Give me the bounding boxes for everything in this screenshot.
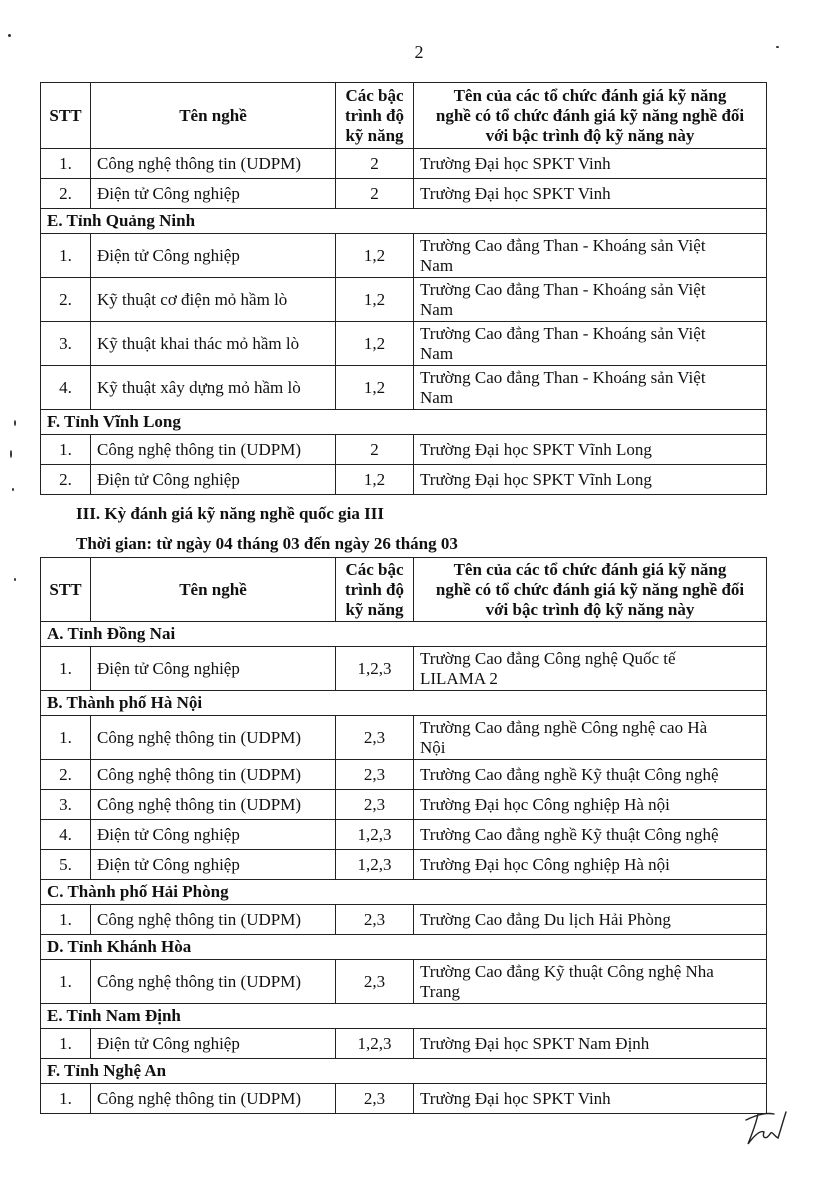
org-line2: LILAMA 2	[420, 668, 498, 688]
table-row	[41, 905, 767, 935]
cell-stt: 3.	[41, 790, 91, 820]
cell-organization	[414, 278, 767, 322]
cell-stt: 1.	[41, 905, 91, 935]
table-row	[41, 278, 767, 322]
cell-levels: 2	[336, 435, 414, 465]
header-levels-line3: kỹ năng	[345, 599, 404, 619]
org-line2: Nam	[420, 343, 454, 363]
section-label: A. Tỉnh Đồng Nai	[41, 622, 767, 647]
section-row	[41, 691, 767, 716]
cell-levels: 1,2,3	[336, 1029, 414, 1059]
table-row	[41, 1084, 767, 1114]
org-line1: Trường Cao đẳng Than - Khoáng sản Việt	[420, 323, 706, 343]
cell-occupation: Công nghệ thông tin (UDPM)	[91, 149, 336, 179]
cell-stt: 2.	[41, 760, 91, 790]
header-occupation: Tên nghề	[91, 558, 336, 622]
section-iii-title: III. Kỳ đánh giá kỹ năng nghề quốc gia III	[76, 504, 385, 523]
org-line2: Nam	[420, 299, 454, 319]
table-header-row	[41, 558, 767, 622]
header-org-line1: Tên của các tổ chức đánh giá kỹ năng	[453, 85, 727, 105]
table-row	[41, 850, 767, 880]
signature-mark	[740, 1106, 788, 1148]
cell-levels: 2	[336, 149, 414, 179]
org-line2: Nội	[420, 737, 446, 757]
cell-stt: 1.	[41, 1029, 91, 1059]
cell-levels: 1,2,3	[336, 820, 414, 850]
table-row	[41, 179, 767, 209]
section-row	[41, 1004, 767, 1029]
org-line2: Nam	[420, 255, 454, 275]
org-line1: Trường Cao đẳng Công nghệ Quốc tế	[420, 648, 676, 668]
header-stt: STT	[41, 83, 91, 149]
cell-organization	[414, 322, 767, 366]
header-org-line3: với bậc trình độ kỹ năng này	[485, 125, 695, 145]
table-national-assessment-ii-continued	[40, 82, 767, 495]
cell-levels: 2,3	[336, 790, 414, 820]
org-line1: Trường Cao đẳng nghề Công nghệ cao Hà	[420, 717, 708, 737]
org-line2: Nam	[420, 387, 454, 407]
cell-occupation: Điện tử Công nghiệp	[91, 647, 336, 691]
cell-stt: 1.	[41, 435, 91, 465]
cell-stt: 4.	[41, 366, 91, 410]
cell-organization	[414, 234, 767, 278]
org-line1: Trường Cao đẳng Than - Khoáng sản Việt	[420, 279, 706, 299]
table-row	[41, 322, 767, 366]
header-levels-line1: Các bậc	[345, 559, 404, 579]
header-org-line1: Tên của các tổ chức đánh giá kỹ năng	[453, 559, 727, 579]
header-skill-levels	[336, 558, 414, 622]
scan-speck	[776, 46, 779, 48]
header-org-line2: nghề có tổ chức đánh giá kỹ năng nghề đối	[435, 105, 745, 125]
cell-levels: 1,2	[336, 465, 414, 495]
cell-organization: Trường Đại học SPKT Nam Định	[414, 1029, 767, 1059]
table-row	[41, 465, 767, 495]
section-row	[41, 410, 767, 435]
cell-levels: 2,3	[336, 760, 414, 790]
section-row	[41, 1059, 767, 1084]
cell-stt: 1.	[41, 149, 91, 179]
cell-stt: 1.	[41, 647, 91, 691]
cell-levels: 1,2,3	[336, 850, 414, 880]
org-line1: Trường Cao đẳng Than - Khoáng sản Việt	[420, 367, 706, 387]
table-row	[41, 960, 767, 1004]
header-organization	[414, 558, 767, 622]
table-row	[41, 647, 767, 691]
cell-organization: Trường Đại học SPKT Vinh	[414, 179, 767, 209]
cell-levels: 1,2	[336, 322, 414, 366]
cell-levels: 1,2,3	[336, 647, 414, 691]
cell-levels: 2,3	[336, 1084, 414, 1114]
scan-speck	[14, 578, 16, 581]
table-row	[41, 790, 767, 820]
cell-stt: 1.	[41, 960, 91, 1004]
section-label: E. Tỉnh Nam Định	[41, 1004, 767, 1029]
header-levels-line2: trình độ	[344, 105, 405, 125]
section-label: F. Tỉnh Nghệ An	[41, 1059, 767, 1084]
cell-organization: Trường Cao đẳng nghề Kỹ thuật Công nghệ	[414, 820, 767, 850]
table-row	[41, 435, 767, 465]
table-national-assessment-iii	[40, 557, 767, 1114]
cell-organization	[414, 366, 767, 410]
cell-occupation: Điện tử Công nghiệp	[91, 820, 336, 850]
header-levels-line1: Các bậc	[345, 85, 404, 105]
cell-occupation: Công nghệ thông tin (UDPM)	[91, 905, 336, 935]
cell-levels: 2,3	[336, 716, 414, 760]
cell-levels: 2,3	[336, 960, 414, 1004]
cell-organization	[414, 716, 767, 760]
table-row	[41, 149, 767, 179]
header-occupation: Tên nghề	[91, 83, 336, 149]
cell-occupation: Công nghệ thông tin (UDPM)	[91, 1084, 336, 1114]
cell-organization	[414, 647, 767, 691]
cell-occupation: Công nghệ thông tin (UDPM)	[91, 760, 336, 790]
org-line1: Trường Cao đẳng Than - Khoáng sản Việt	[420, 235, 706, 255]
cell-organization: Trường Cao đẳng Du lịch Hải Phòng	[414, 905, 767, 935]
scan-speck	[12, 488, 14, 491]
cell-stt: 1.	[41, 716, 91, 760]
scan-speck	[10, 450, 12, 458]
cell-organization: Trường Đại học Công nghiệp Hà nội	[414, 790, 767, 820]
section-label: F. Tỉnh Vĩnh Long	[41, 410, 767, 435]
header-organization	[414, 83, 767, 149]
table-header-row	[41, 83, 767, 149]
org-line2: Trang	[420, 981, 460, 1001]
cell-occupation: Kỹ thuật xây dựng mỏ hầm lò	[91, 366, 336, 410]
table-row	[41, 234, 767, 278]
cell-organization: Trường Đại học Công nghiệp Hà nội	[414, 850, 767, 880]
cell-levels: 2,3	[336, 905, 414, 935]
section-row	[41, 622, 767, 647]
cell-organization: Trường Đại học SPKT Vĩnh Long	[414, 435, 767, 465]
cell-stt: 3.	[41, 322, 91, 366]
cell-stt: 4.	[41, 820, 91, 850]
cell-occupation: Điện tử Công nghiệp	[91, 1029, 336, 1059]
cell-organization: Trường Đại học SPKT Vinh	[414, 1084, 767, 1114]
cell-occupation: Kỹ thuật cơ điện mỏ hầm lò	[91, 278, 336, 322]
cell-organization: Trường Đại học SPKT Vinh	[414, 149, 767, 179]
scan-speck	[8, 34, 11, 37]
header-skill-levels	[336, 83, 414, 149]
section-row	[41, 209, 767, 234]
header-org-line2: nghề có tổ chức đánh giá kỹ năng nghề đối	[435, 579, 745, 599]
section-iii-time: Thời gian: từ ngày 04 tháng 03 đến ngày 26 tháng 03	[76, 534, 458, 553]
table-row	[41, 366, 767, 410]
header-levels-line2: trình độ	[344, 579, 405, 599]
section-label: B. Thành phố Hà Nội	[41, 691, 767, 716]
cell-occupation: Điện tử Công nghiệp	[91, 234, 336, 278]
cell-stt: 2.	[41, 465, 91, 495]
section-label: E. Tỉnh Quảng Ninh	[41, 209, 767, 234]
cell-occupation: Công nghệ thông tin (UDPM)	[91, 790, 336, 820]
section-label: C. Thành phố Hải Phòng	[41, 880, 767, 905]
table-row	[41, 716, 767, 760]
table-row	[41, 1029, 767, 1059]
cell-occupation: Điện tử Công nghiệp	[91, 465, 336, 495]
cell-occupation: Điện tử Công nghiệp	[91, 179, 336, 209]
table-row	[41, 820, 767, 850]
section-row	[41, 880, 767, 905]
table-row	[41, 760, 767, 790]
section-row	[41, 935, 767, 960]
cell-occupation: Điện tử Công nghiệp	[91, 850, 336, 880]
cell-occupation: Công nghệ thông tin (UDPM)	[91, 960, 336, 1004]
cell-organization: Trường Đại học SPKT Vĩnh Long	[414, 465, 767, 495]
section-label: D. Tỉnh Khánh Hòa	[41, 935, 767, 960]
cell-organization: Trường Cao đẳng nghề Kỹ thuật Công nghệ	[414, 760, 767, 790]
header-org-line3: với bậc trình độ kỹ năng này	[485, 599, 695, 619]
header-stt: STT	[41, 558, 91, 622]
cell-occupation: Công nghệ thông tin (UDPM)	[91, 435, 336, 465]
header-levels-line3: kỹ năng	[345, 125, 404, 145]
cell-stt: 2.	[41, 179, 91, 209]
cell-stt: 1.	[41, 234, 91, 278]
cell-levels: 1,2	[336, 278, 414, 322]
scan-speck	[14, 420, 16, 426]
cell-levels: 1,2	[336, 366, 414, 410]
cell-occupation: Công nghệ thông tin (UDPM)	[91, 716, 336, 760]
cell-stt: 1.	[41, 1084, 91, 1114]
org-line1: Trường Cao đẳng Kỹ thuật Công nghệ Nha	[420, 961, 714, 981]
cell-levels: 1,2	[336, 234, 414, 278]
cell-levels: 2	[336, 179, 414, 209]
page-number: 2	[414, 42, 424, 62]
cell-stt: 2.	[41, 278, 91, 322]
cell-stt: 5.	[41, 850, 91, 880]
cell-occupation: Kỹ thuật khai thác mỏ hầm lò	[91, 322, 336, 366]
cell-organization	[414, 960, 767, 1004]
